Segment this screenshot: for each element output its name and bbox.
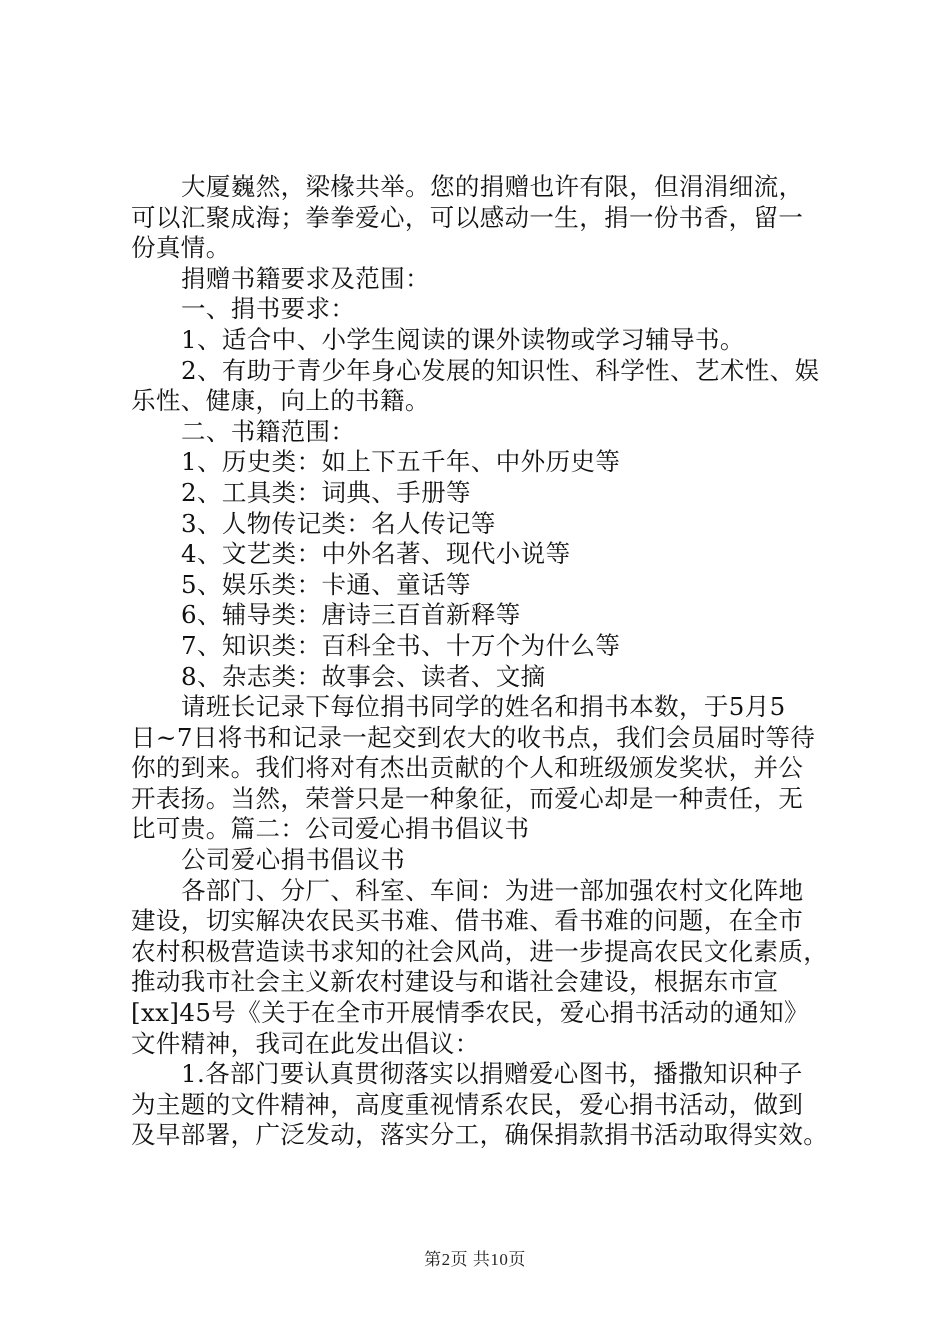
text-line: 大厦巍然，梁椽共举。您的捐赠也许有限，但涓涓细流， bbox=[181, 172, 804, 201]
text-line: 农村积极营造读书求知的社会风尚，进一步提高农民文化素质， bbox=[131, 936, 829, 966]
text-line: 为主题的文件精神，高度重视情系农民，爱心捐书活动，做到 bbox=[131, 1089, 804, 1119]
text-line: 3、人物传记类：名人传记等 bbox=[181, 508, 496, 538]
text-line: 1、历史类：如上下五千年、中外历史等 bbox=[181, 447, 621, 477]
text-line: 1、适合中、小学生阅读的课外读物或学习辅导书。 bbox=[181, 324, 745, 354]
text-line: 请班长记录下每位捐书同学的姓名和捐书本数，于5月5 bbox=[181, 692, 786, 722]
text-line: 8、杂志类：故事会、读者、文摘 bbox=[181, 661, 546, 691]
document-body bbox=[131, 172, 851, 1151]
page-footer: 第2页 共10页 bbox=[424, 1250, 526, 1269]
text-line: 建设，切实解决农民买书难、借书难、看书难的问题，在全市 bbox=[131, 906, 804, 936]
text-line: 比可贵。篇二：公司爱心捐书倡议书 bbox=[131, 814, 530, 844]
text-line: 及早部署，广泛发动，落实分工，确保捐款捐书活动取得实效。 bbox=[131, 1120, 829, 1150]
text-line: 6、辅导类：唐诗三百首新释等 bbox=[181, 600, 521, 630]
text-line: 4、文艺类：中外名著、现代小说等 bbox=[181, 539, 571, 569]
text-line: 1.各部门要认真贯彻落实以捐赠爱心图书，播撒知识种子 bbox=[181, 1059, 803, 1089]
text-line: 2、有助于青少年身心发展的知识性、科学性、艺术性、娱 bbox=[181, 355, 820, 385]
text-line: [xx]45号《关于在全市开展情季农民，爱心捐书活动的通知》 bbox=[131, 998, 809, 1028]
text-line: 你的到来。我们将对有杰出贡献的个人和班级颁发奖状，并公 bbox=[131, 753, 804, 783]
text-line: 二、书籍范围： bbox=[181, 416, 356, 446]
text-line: 推动我市社会主义新农村建设与和谐社会建设，根据东市宣 bbox=[131, 967, 779, 997]
text-line: 份真情。 bbox=[131, 233, 231, 263]
text-line: 日~7日将书和记录一起交到农大的收书点，我们会员届时等待 bbox=[131, 722, 816, 752]
text-line: 捐赠书籍要求及范围： bbox=[181, 263, 430, 293]
text-line: 5、娱乐类：卡通、童话等 bbox=[181, 569, 471, 599]
text-line: 公司爱心捐书倡议书 bbox=[181, 845, 406, 875]
text-line: 7、知识类：百科全书、十万个为什么等 bbox=[181, 630, 621, 660]
text-line: 开表扬。当然，荣誉只是一种象征，而爱心却是一种责任，无 bbox=[131, 783, 804, 813]
text-line: 文件精神，我司在此发出倡议： bbox=[131, 1028, 480, 1058]
text-line: 乐性、健康，向上的书籍。 bbox=[131, 386, 430, 416]
text-line: 一、捐书要求： bbox=[181, 294, 356, 324]
text-line: 2、工具类：词典、手册等 bbox=[181, 477, 471, 507]
text-line: 各部门、分厂、科室、车间：为进一部加强农村文化阵地 bbox=[181, 875, 804, 905]
text-line: 可以汇聚成海；拳拳爱心，可以感动一生，捐一份书香，留一 bbox=[131, 202, 804, 232]
